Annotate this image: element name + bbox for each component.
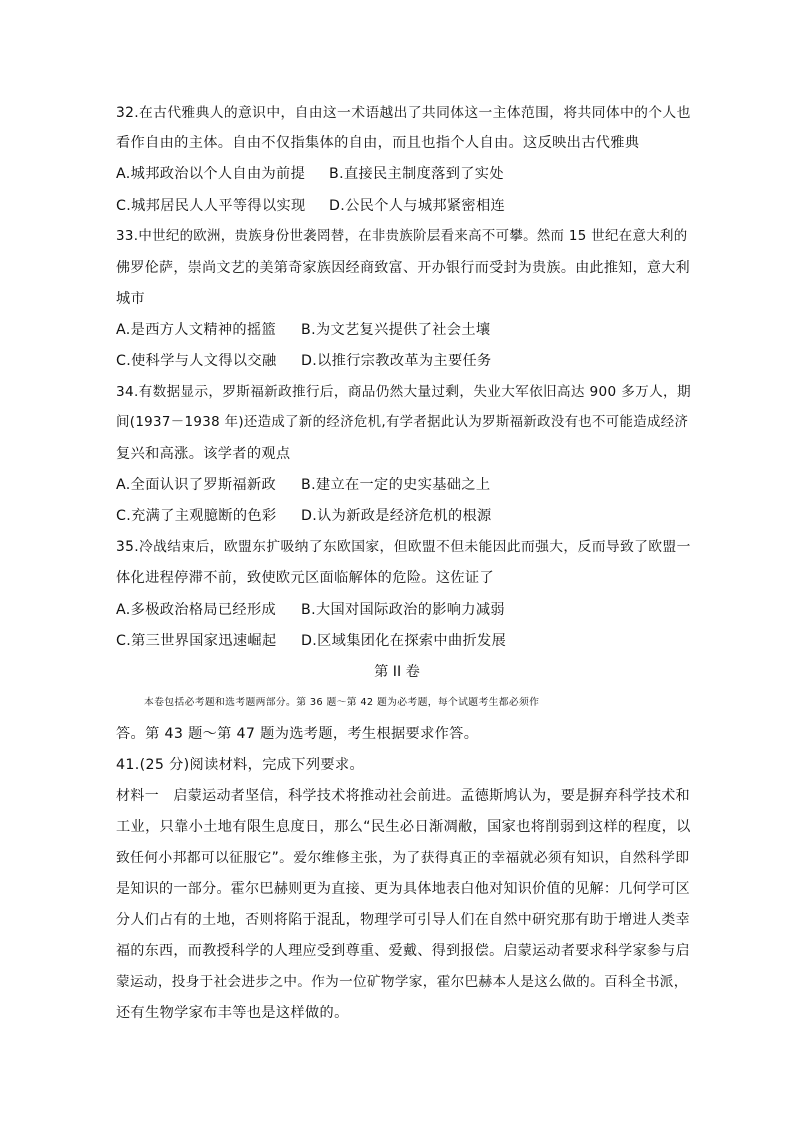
q32-option-b: B.直接民主制度落到了实处 [329, 166, 504, 182]
q33-stem-line-3: 城市 [116, 291, 146, 307]
q32-stem-line-2: 看作自由的主体。自由不仅指集体的自由，而且也指个人自由。这反映出古代雅典 [116, 135, 640, 151]
q41-heading: 41.(25 分)阅读材料，完成下列要求。 [116, 757, 364, 773]
q32-option-a: A.城邦政治以个人自由为前提 [116, 166, 306, 182]
section-title: 第 II 卷 [374, 664, 420, 680]
q35-option-c: C.第三世界国家迅速崛起 [116, 633, 277, 649]
q33-option-b: B.为文艺复兴提供了社会土壤 [301, 322, 491, 338]
q33-option-a: A.是西方人文精神的摇篮 [116, 322, 277, 338]
q41-material-line-1: 材料一 启蒙运动者坚信，科学技术将推动社会前进。孟德斯鸠认为，要是摒弃科学技术和 [116, 788, 690, 804]
q33-stem-line-1: 33.中世纪的欧洲，贵族身份世袭罔替，在非贵族阶层看来高不可攀。然而 15 世纪在意大利的 [116, 229, 688, 244]
q33-option-c: C.使科学与人文得以交融 [116, 353, 277, 369]
q33-option-d: D.以推行宗教改革为主要任务 [301, 353, 492, 369]
q35-option-b: B.大国对国际政治的影响力减弱 [301, 602, 505, 618]
q34-option-a: A.全面认识了罗斯福新政 [116, 477, 277, 493]
q33-stem-line-2: 佛罗伦萨，崇尚文艺的美第奇家族因经商致富、开办银行而受封为贵族。由此推知，意大利 [116, 260, 690, 276]
q34-option-b: B.建立在一定的史实基础之上 [301, 477, 491, 493]
q32-option-c: C.城邦居民人人平等得以实现 [116, 198, 306, 214]
q35-option-d: D.区域集团化在探索中曲折发展 [301, 633, 507, 649]
q34-stem-line-2: 间(1937－1938 年)还造成了新的经济危机,有学者据此认为罗斯福新政没有也不可能造成经济 [116, 415, 689, 430]
q34-option-c: C.充满了主观臆断的色彩 [116, 508, 277, 524]
q41-material-line-2: 工业，只靠小土地有限生息度日，那么“民生必日渐凋敝，国家也将削弱到这样的程度，以 [116, 819, 691, 835]
q35-stem-line-1: 35.冷战结束后，欧盟东扩吸纳了东欧国家，但欧盟不但未能因此而强大，反而导致了欧盟一 [116, 539, 691, 555]
section-intro-line-1: 本卷包括必考题和选考题两部分。第 36 题～第 42 题为必考题，每个试题考生都必须作 [144, 697, 540, 708]
q34-stem-line-3: 复兴和高涨。该学者的观点 [116, 446, 291, 462]
q41-material-line-8: 还有生物学家布丰等也是这样做的。 [116, 1005, 349, 1021]
q34-stem-line-1: 34.有数据显示，罗斯福新政推行后，商品仍然大量过剩，失业大军依旧高达 900 多万人，期 [116, 384, 691, 400]
q41-material-line-7: 蒙运动，投身于社会进步之中。作为一位矿物学家，霍尔巴赫本人是这么做的。百科全书派， [116, 974, 688, 990]
q34-option-d: D.认为新政是经济危机的根源 [301, 508, 492, 524]
q41-material-line-6: 福的东西，而教授科学的人理应受到尊重、爱戴、得到报偿。启蒙运动者要求科学家参与启 [116, 943, 690, 959]
q41-material-line-3: 致任何小邦都可以征服它”。爱尔维修主张，为了获得真正的幸福就必须有知识，自然科学即 [116, 850, 690, 866]
q41-material-line-4: 是知识的一部分。霍尔巴赫则更为直接、更为具体地表白他对知识价值的见解：几何学可区 [116, 881, 690, 897]
q35-option-a: A.多极政治格局已经形成 [116, 602, 277, 618]
q32-stem-line-1: 32.在古代雅典人的意识中，自由这一术语越出了共同体这一主体范围，将共同体中的个人也 [116, 105, 691, 121]
q35-stem-line-2: 体化进程停滞不前，致使欧元区面临解体的危险。这佐证了 [116, 570, 494, 586]
q32-option-d: D.公民个人与城邦紧密相连 [329, 198, 506, 214]
q41-material-line-5: 分人们占有的土地，否则将陷于混乱，物理学可引导人们在自然中研究那有助于增进人类幸 [116, 912, 690, 928]
section-intro-line-2: 答。第 43 题～第 47 题为选考题，考生根据要求作答。 [116, 726, 479, 742]
